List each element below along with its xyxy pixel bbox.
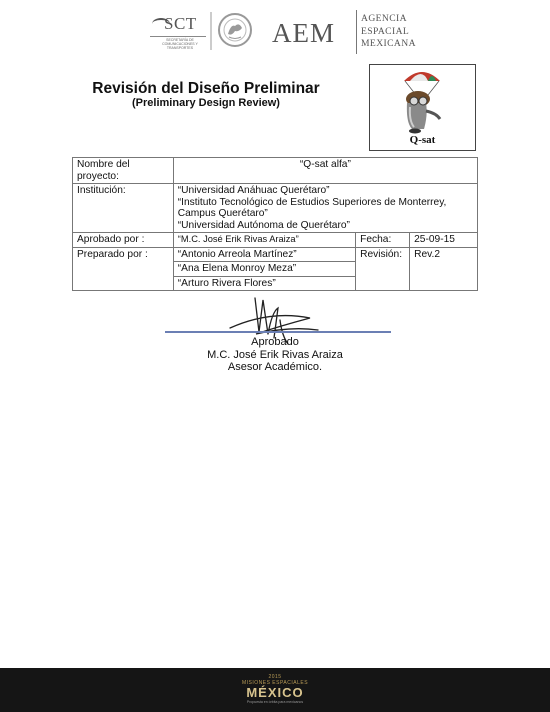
footer-year: 2015 <box>268 674 282 680</box>
signature-line <box>165 331 391 333</box>
table-row <box>73 184 478 233</box>
mexico-missions-logo <box>240 674 310 708</box>
sct-logo <box>150 14 214 50</box>
aem-divider <box>356 10 357 54</box>
document-title: Revisión del Diseño Preliminar <box>92 80 320 97</box>
table-row <box>73 233 478 248</box>
aprobado-value: “M.C. José Erik Rivas Araiza” <box>173 233 355 248</box>
approval-status: Aprobado <box>251 336 299 348</box>
approver-name: M.C. José Erik Rivas Araiza <box>207 348 343 361</box>
aprobado-label: Aprobado por : <box>73 233 174 248</box>
aem-word-1: AGENCIA <box>361 13 407 24</box>
sct-subtitle: SECRETARÍA DE COMUNICACIONES Y TRANSPORTES <box>162 38 198 50</box>
nombre-value: “Q-sat alfa” <box>173 158 477 184</box>
qsat-mascot-icon <box>370 65 475 137</box>
preparado-value: “Antonio Arreola Martínez” <box>173 247 355 262</box>
qsat-label: Q-sat <box>409 134 436 146</box>
revision-value: Rev.2 <box>410 247 478 291</box>
footer-tagline: Propuesta en órbita para mexicanos <box>246 700 304 704</box>
header-divider <box>210 12 212 50</box>
institucion-label: Institución: <box>73 184 174 233</box>
institucion-value: “Instituto Tecnológico de Estudios Superiores de Monterrey, Campus Querétaro” <box>177 196 447 219</box>
aem-word-2: ESPACIAL <box>361 25 410 37</box>
document-subtitle: (Preliminary Design Review) <box>132 97 280 109</box>
sct-text: SCT <box>164 14 197 33</box>
institucion-value: “Universidad Anáhuac Querétaro” <box>177 185 330 196</box>
footer-line1: MISIONES ESPACIALES <box>241 680 309 686</box>
institucion-value: “Universidad Autónoma de Querétaro” <box>177 219 350 231</box>
aem-full-name <box>361 13 416 51</box>
table-row <box>73 247 478 262</box>
mexico-seal-icon <box>217 12 253 48</box>
revision-label: Revisión: <box>356 247 410 291</box>
preparado-label: Preparado por : <box>73 247 174 291</box>
institucion-values <box>173 184 477 233</box>
footer-bar <box>0 668 550 712</box>
preparado-value: “Ana Elena Monroy Meza” <box>173 262 355 277</box>
sct-rule <box>150 36 206 37</box>
preparado-value: “Arturo Rivera Flores” <box>173 276 355 291</box>
aem-logo-text: AEM <box>272 18 335 48</box>
approver-role: Asesor Académico. <box>227 361 323 373</box>
fecha-label: Fecha: <box>356 233 410 248</box>
project-info-table <box>72 157 478 291</box>
fecha-value: 25-09-15 <box>410 233 478 248</box>
nombre-label: Nombre del proyecto: <box>73 158 174 184</box>
aem-word-3: MEXICANA <box>361 38 416 49</box>
approval-block <box>100 336 450 374</box>
qsat-logo <box>369 64 476 151</box>
table-row <box>73 158 478 184</box>
footer-line2: MÉXICO <box>246 685 304 700</box>
